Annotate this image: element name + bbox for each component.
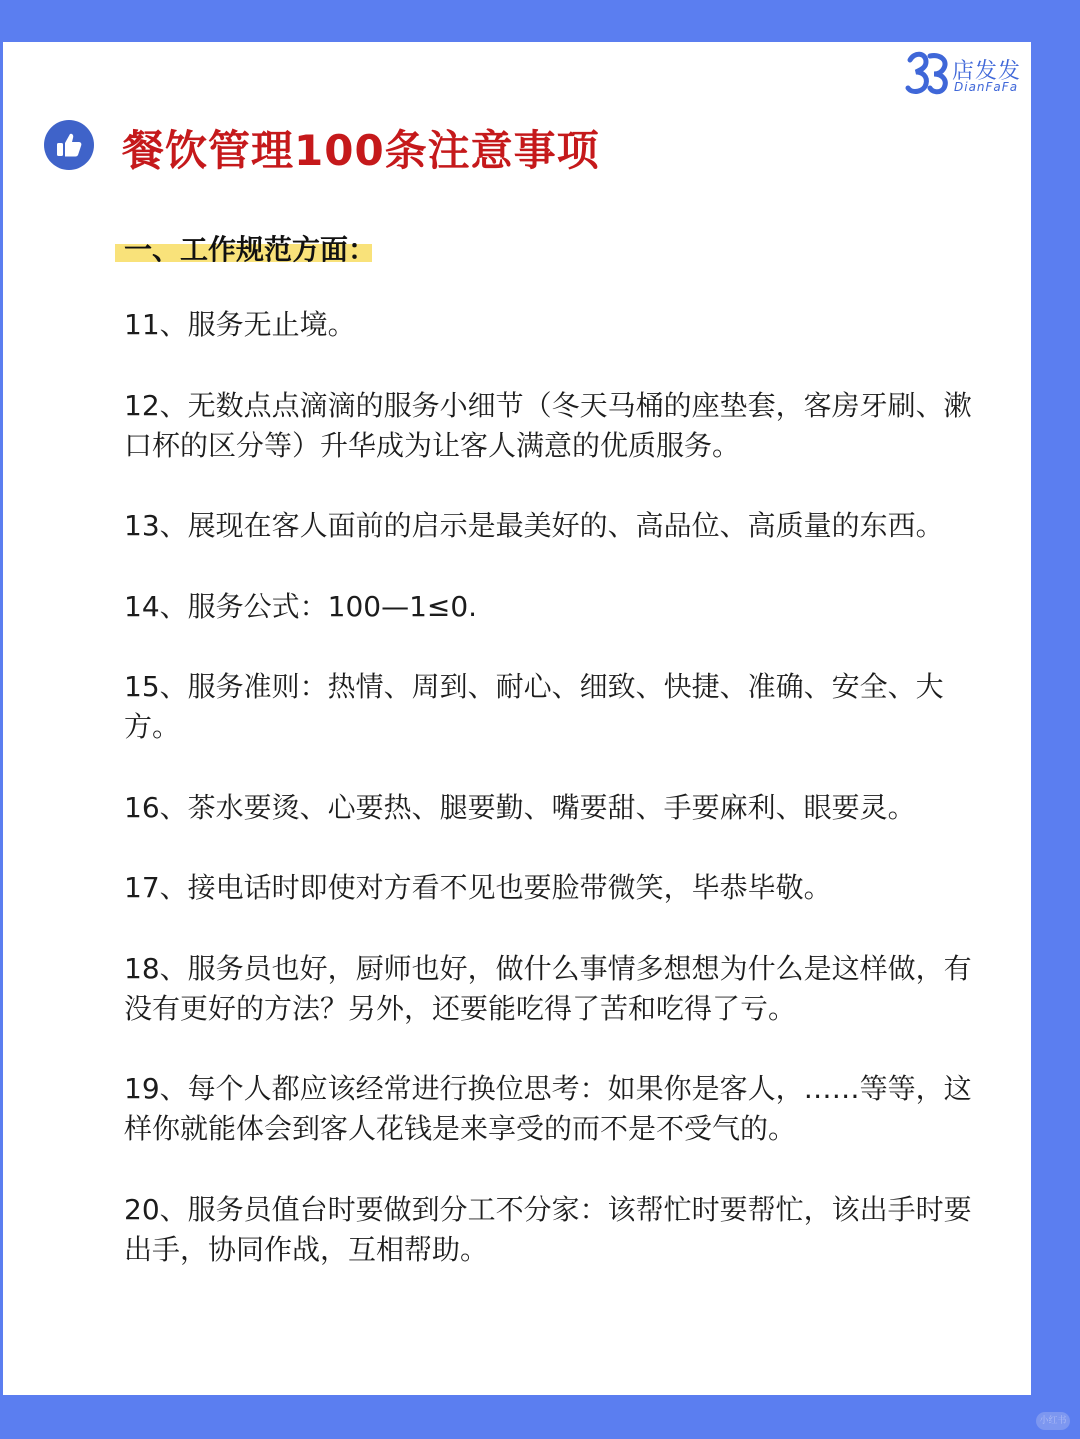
watermark-badge: 小红书 <box>1036 1412 1070 1430</box>
list-item: 20、服务员值台时要做到分工不分家：该帮忙时要帮忙，该出手时要出手，协同作战，互相帮助。 <box>124 1192 972 1266</box>
thumbs-up-icon <box>44 120 94 170</box>
section-heading: 一、工作规范方面： <box>124 233 377 266</box>
page-title: 餐饮管理100条注意事项 <box>122 126 600 175</box>
brand-name-en: DianFaFa <box>954 80 1019 94</box>
list-item: 12、无数点点滴滴的服务小细节（冬天马桶的座垫套，客房牙刷、漱口杯的区分等）升华成为让客人满意的优质服务。 <box>124 388 972 462</box>
list-item: 13、展现在客人面前的启示是最美好的、高品位、高质量的东西。 <box>124 509 944 542</box>
list-item: 19、每个人都应该经常进行换位思考：如果你是客人，……等等，这样你就能体会到客人花钱是来享受的而不是不受气的。 <box>124 1072 972 1145</box>
list-item: 15、服务准则：热情、周到、耐心、细致、快捷、准确、安全、大方。 <box>124 670 944 743</box>
list-item: 11、服务无止境。 <box>124 308 356 341</box>
brand-logo <box>904 50 1024 98</box>
brand-logo-mark-icon <box>904 50 952 96</box>
list-item: 16、茶水要烫、心要热、腿要勤、嘴要甜、手要麻利、眼要灵。 <box>124 790 916 824</box>
list-item: 18、服务员也好，厨师也好，做什么事情多想想为什么是这样做，有没有更好的方法？另外，还要能吃得了苦和吃得了亏。 <box>124 951 972 1025</box>
list-item: 17、接电话时即使对方看不见也要脸带微笑，毕恭毕敬。 <box>124 871 832 904</box>
list-item: 14、服务公式：100—1≤0. <box>124 589 478 623</box>
rules-list <box>124 305 994 1310</box>
brand-name-cn: 店发发 <box>952 59 1022 84</box>
